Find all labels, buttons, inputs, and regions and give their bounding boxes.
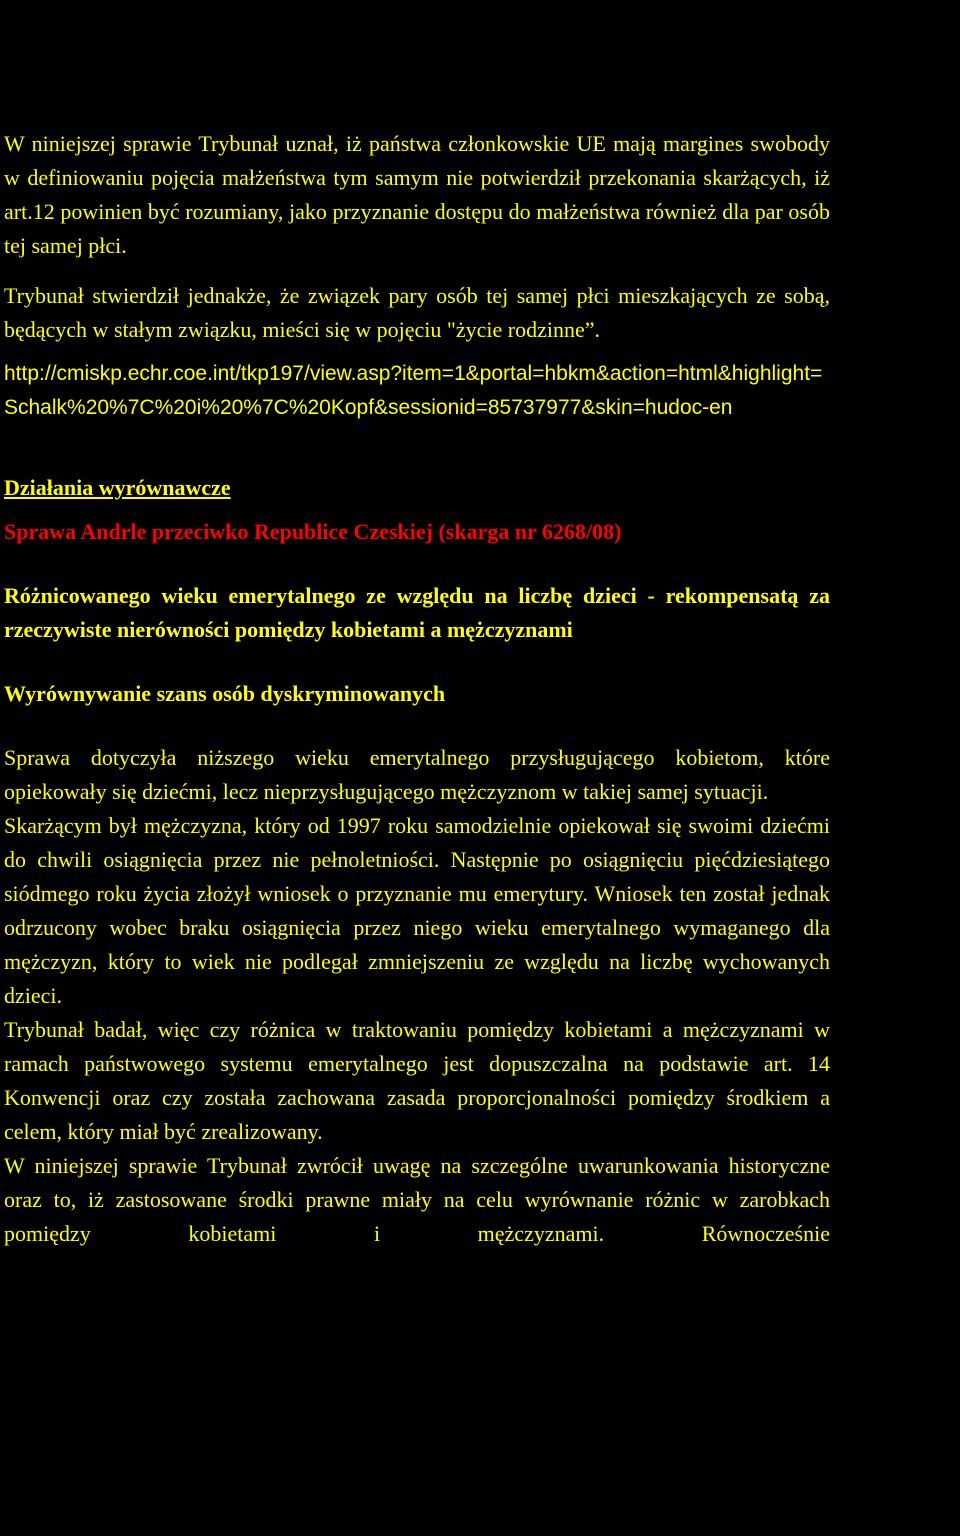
paragraph-marriage-margin: W niniejszej sprawie Trybunał uznał, iż państwa członkowskie UE mają margines swobody w definiowaniu pojęcia małżeństwa tym samym nie potwierdził przekonania skarżących, iż art.12 powinien być rozumiany, jako przyznanie dostępu do małżeństwa również dla par osób tej samej płci.: [4, 131, 830, 258]
topic-heading: Różnicowanego wieku emerytalnego ze względu na liczbę dzieci - rekompensatą za rzeczywiste nierówności pomiędzy kobietami a mężczyznami: [4, 583, 830, 642]
section-heading: Działania wyrównawcze: [4, 475, 231, 500]
subtopic-heading: Wyrównywanie szans osób dyskryminowanych: [4, 681, 446, 706]
case-link-url[interactable]: http://cmiskp.echr.coe.int/tkp197/view.asp?item=1&portal=hbkm&action=html&highlight=Schalk%20%7C%20i%20%7C%20Kopf&sessionid=85737977&skin=hudoc-en: [4, 362, 823, 419]
paragraph-historical-conditions: W niniejszej sprawie Trybunał zwrócił uwagę na szczególne uwarunkowania historyczne oraz to, iż zastosowane środki prawne miały na celu wyrównanie różnic w zarobkach pomiędzy kobietami i mężczyznami. Równocześnie: [4, 1153, 830, 1246]
paragraph-case-subject: Sprawa dotyczyła niższego wieku emerytalnego przysługującego kobietom, które opiekowały się dziećmi, lecz nieprzysługującego mężczyznom w takiej samej sytuacji.: [4, 745, 830, 804]
document-page: [4, 127, 830, 1251]
case-title: Sprawa Andrle przeciwko Republice Czeskiej (skarga nr 6268/08): [4, 519, 622, 544]
paragraph-applicant: Skarżącym był mężczyzna, który od 1997 roku samodzielnie opiekował się swoimi dziećmi do chwili osiągnięcia przez nie pełnoletniości. Następnie po osiągnięciu pięćdziesiątego siódmego roku życia złożył wniosek o przyznanie mu emerytury. Wniosek ten został jednak odrzucony wobec braku osiągnięcia przez niego wieku emerytalnego wymaganego dla mężczyzn, który to wiek nie podlegał zmniejszeniu ze względu na liczbę wychowanych dzieci.: [4, 813, 830, 1008]
paragraph-court-examination: Trybunał badał, więc czy różnica w traktowaniu pomiędzy kobietami a mężczyznami w ramach państwowego systemu emerytalnego jest dopuszczalna na podstawie art. 14 Konwencji oraz czy została zachowana zasada proporcjonalności pomiędzy środkiem a celem, który miał być zrealizowany.: [4, 1017, 830, 1144]
paragraph-family-life: Trybunał stwierdził jednakże, że związek pary osób tej samej płci mieszkających ze sobą, będących w stałym związku, mieści się w pojęciu "życie rodzinne”.: [4, 283, 830, 342]
